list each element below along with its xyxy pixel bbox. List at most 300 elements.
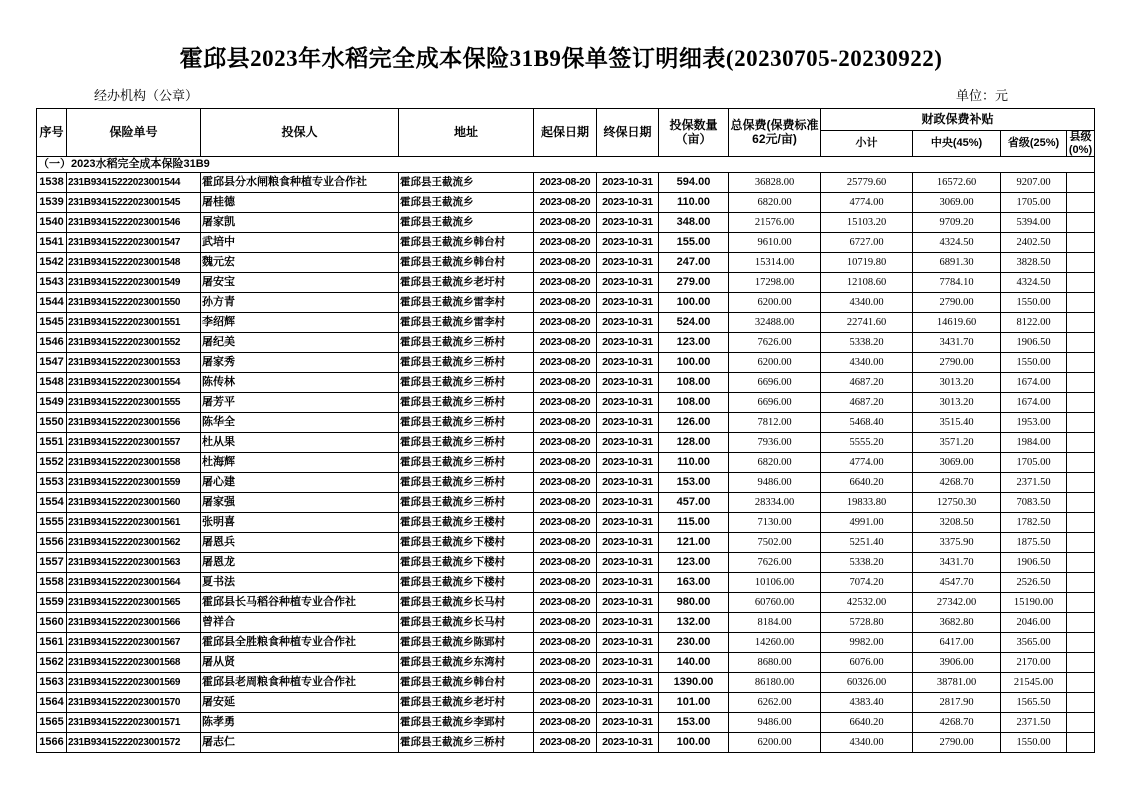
cell-provincial: 1550.00 [1001,733,1067,753]
cell-policy_no: 231B93415222023001570 [67,693,201,713]
cell-subtotal: 4340.00 [821,353,913,373]
cell-insured: 屠安宝 [201,273,399,293]
cell-start_date: 2023-08-20 [534,353,597,373]
cell-serial: 1559 [37,593,67,613]
cell-subtotal: 22741.60 [821,313,913,333]
cell-address: 霍邱县王截流乡长马村 [399,613,534,633]
cell-provincial: 7083.50 [1001,493,1067,513]
cell-policy_no: 231B93415222023001567 [67,633,201,653]
cell-central: 27342.00 [913,593,1001,613]
cell-address: 霍邱县王截流乡陈郢村 [399,633,534,653]
cell-start_date: 2023-08-20 [534,533,597,553]
cell-total_premium: 7626.00 [729,553,821,573]
cell-policy_no: 231B93415222023001559 [67,473,201,493]
cell-quantity: 1390.00 [659,673,729,693]
table-row [37,473,1095,493]
cell-address: 霍邱县王截流乡雷李村 [399,293,534,313]
table-row [37,573,1095,593]
table-body [37,157,1095,753]
cell-policy_no: 231B93415222023001572 [67,733,201,753]
cell-quantity: 128.00 [659,433,729,453]
cell-insured: 霍邱县分水闸粮食种植专业合作社 [201,173,399,193]
cell-insured: 霍邱县全胜粮食种植专业合作社 [201,633,399,653]
cell-start_date: 2023-08-20 [534,373,597,393]
cell-total_premium: 7812.00 [729,413,821,433]
cell-address: 霍邱县王截流乡三桥村 [399,473,534,493]
cell-serial: 1545 [37,313,67,333]
cell-policy_no: 231B93415222023001550 [67,293,201,313]
cell-address: 霍邱县王截流乡东湾村 [399,653,534,673]
cell-provincial: 1782.50 [1001,513,1067,533]
cell-policy_no: 231B93415222023001551 [67,313,201,333]
cell-start_date: 2023-08-20 [534,313,597,333]
cell-serial: 1538 [37,173,67,193]
cell-subtotal: 4774.00 [821,193,913,213]
cell-start_date: 2023-08-20 [534,293,597,313]
cell-county [1067,553,1095,573]
cell-insured: 屠从贤 [201,653,399,673]
cell-insured: 霍邱县老周粮食种植专业合作社 [201,673,399,693]
cell-end_date: 2023-10-31 [597,193,659,213]
cell-insured: 杜海辉 [201,453,399,473]
table-row [37,693,1095,713]
cell-policy_no: 231B93415222023001552 [67,333,201,353]
cell-county [1067,633,1095,653]
cell-provincial: 1705.00 [1001,193,1067,213]
cell-address: 霍邱县王截流乡三桥村 [399,433,534,453]
cell-provincial: 1906.50 [1001,553,1067,573]
cell-subtotal: 6640.20 [821,713,913,733]
cell-address: 霍邱县王截流乡 [399,193,534,213]
cell-total_premium: 21576.00 [729,213,821,233]
cell-serial: 1540 [37,213,67,233]
page-title: 霍邱县2023年水稻完全成本保险31B9保单签订明细表(20230705-20230922) [179,46,943,71]
cell-total_premium: 6200.00 [729,353,821,373]
table-row [37,653,1095,673]
header-quantity: 投保数量（亩） [659,109,729,157]
cell-subtotal: 6727.00 [821,233,913,253]
cell-central: 2817.90 [913,693,1001,713]
cell-provincial: 2371.50 [1001,713,1067,733]
cell-address: 霍邱县王截流乡韩台村 [399,233,534,253]
cell-central: 2790.00 [913,733,1001,753]
cell-policy_no: 231B93415222023001561 [67,513,201,533]
cell-address: 霍邱县王截流乡李郢村 [399,713,534,733]
cell-total_premium: 32488.00 [729,313,821,333]
cell-start_date: 2023-08-20 [534,453,597,473]
cell-address: 霍邱县王截流乡韩台村 [399,253,534,273]
cell-serial: 1557 [37,553,67,573]
cell-subtotal: 60326.00 [821,673,913,693]
cell-total_premium: 8680.00 [729,653,821,673]
cell-county [1067,733,1095,753]
cell-insured: 陈传林 [201,373,399,393]
cell-serial: 1547 [37,353,67,373]
cell-total_premium: 7502.00 [729,533,821,553]
cell-total_premium: 28334.00 [729,493,821,513]
cell-subtotal: 4340.00 [821,733,913,753]
cell-provincial: 1906.50 [1001,333,1067,353]
cell-address: 霍邱县王截流乡王楼村 [399,513,534,533]
cell-policy_no: 231B93415222023001553 [67,353,201,373]
cell-subtotal: 5728.80 [821,613,913,633]
cell-insured: 屠心建 [201,473,399,493]
cell-policy_no: 231B93415222023001554 [67,373,201,393]
cell-provincial: 1705.00 [1001,453,1067,473]
cell-start_date: 2023-08-20 [534,173,597,193]
cell-end_date: 2023-10-31 [597,353,659,373]
cell-quantity: 524.00 [659,313,729,333]
cell-subtotal: 6640.20 [821,473,913,493]
meta-row [36,85,1086,104]
cell-insured: 孙方青 [201,293,399,313]
cell-insured: 屠志仁 [201,733,399,753]
cell-serial: 1562 [37,653,67,673]
cell-policy_no: 231B93415222023001571 [67,713,201,733]
cell-central: 7784.10 [913,273,1001,293]
cell-policy_no: 231B93415222023001569 [67,673,201,693]
cell-central: 4268.70 [913,713,1001,733]
header-subtotal: 小计 [821,131,913,157]
header-start-date: 起保日期 [534,109,597,157]
header-serial: 序号 [37,109,67,157]
table-row [37,593,1095,613]
cell-insured: 屠恩龙 [201,553,399,573]
cell-start_date: 2023-08-20 [534,493,597,513]
section-row [37,157,1095,173]
cell-serial: 1543 [37,273,67,293]
header-policy-no: 保险单号 [67,109,201,157]
cell-address: 霍邱县王截流乡老圩村 [399,693,534,713]
cell-address: 霍邱县王截流乡下楼村 [399,533,534,553]
table-row [37,513,1095,533]
cell-subtotal: 15103.20 [821,213,913,233]
cell-start_date: 2023-08-20 [534,513,597,533]
cell-county [1067,293,1095,313]
cell-end_date: 2023-10-31 [597,513,659,533]
cell-county [1067,433,1095,453]
table-row [37,393,1095,413]
cell-subtotal: 5338.20 [821,333,913,353]
cell-end_date: 2023-10-31 [597,413,659,433]
table-row [37,493,1095,513]
cell-insured: 陈孝勇 [201,713,399,733]
cell-start_date: 2023-08-20 [534,253,597,273]
cell-provincial: 1674.00 [1001,373,1067,393]
cell-serial: 1554 [37,493,67,513]
cell-quantity: 123.00 [659,553,729,573]
cell-county [1067,593,1095,613]
header-county: 县级(0%) [1067,131,1095,157]
cell-serial: 1565 [37,713,67,733]
header-address: 地址 [399,109,534,157]
cell-central: 38781.00 [913,673,1001,693]
cell-quantity: 230.00 [659,633,729,653]
cell-quantity: 100.00 [659,353,729,373]
cell-county [1067,373,1095,393]
cell-county [1067,613,1095,633]
cell-central: 4324.50 [913,233,1001,253]
cell-central: 16572.60 [913,173,1001,193]
cell-county [1067,673,1095,693]
cell-subtotal: 5338.20 [821,553,913,573]
cell-central: 3515.40 [913,413,1001,433]
cell-total_premium: 6696.00 [729,373,821,393]
cell-start_date: 2023-08-20 [534,333,597,353]
cell-address: 霍邱县王截流乡三桥村 [399,733,534,753]
cell-total_premium: 60760.00 [729,593,821,613]
cell-county [1067,493,1095,513]
cell-county [1067,353,1095,373]
cell-central: 3682.80 [913,613,1001,633]
cell-policy_no: 231B93415222023001547 [67,233,201,253]
cell-start_date: 2023-08-20 [534,613,597,633]
cell-subtotal: 4687.20 [821,393,913,413]
cell-county [1067,573,1095,593]
cell-insured: 屠恩兵 [201,533,399,553]
cell-county [1067,713,1095,733]
cell-start_date: 2023-08-20 [534,433,597,453]
cell-start_date: 2023-08-20 [534,713,597,733]
cell-provincial: 2371.50 [1001,473,1067,493]
cell-subtotal: 9982.00 [821,633,913,653]
cell-total_premium: 15314.00 [729,253,821,273]
cell-county [1067,453,1095,473]
cell-address: 霍邱县王截流乡韩台村 [399,673,534,693]
cell-total_premium: 6820.00 [729,453,821,473]
cell-quantity: 279.00 [659,273,729,293]
cell-total_premium: 86180.00 [729,673,821,693]
cell-insured: 杜从果 [201,433,399,453]
cell-policy_no: 231B93415222023001545 [67,193,201,213]
cell-insured: 魏元宏 [201,253,399,273]
cell-provincial: 2402.50 [1001,233,1067,253]
cell-quantity: 594.00 [659,173,729,193]
cell-end_date: 2023-10-31 [597,533,659,553]
cell-total_premium: 6200.00 [729,293,821,313]
cell-total_premium: 7936.00 [729,433,821,453]
cell-start_date: 2023-08-20 [534,553,597,573]
cell-insured: 屠纪美 [201,333,399,353]
table-row [37,213,1095,233]
table-row [37,613,1095,633]
cell-start_date: 2023-08-20 [534,693,597,713]
cell-end_date: 2023-10-31 [597,393,659,413]
cell-start_date: 2023-08-20 [534,413,597,433]
cell-county [1067,213,1095,233]
cell-subtotal: 12108.60 [821,273,913,293]
table-row [37,273,1095,293]
cell-policy_no: 231B93415222023001546 [67,213,201,233]
cell-central: 3431.70 [913,333,1001,353]
cell-quantity: 108.00 [659,393,729,413]
cell-policy_no: 231B93415222023001562 [67,533,201,553]
cell-serial: 1539 [37,193,67,213]
cell-quantity: 153.00 [659,713,729,733]
cell-subtotal: 5251.40 [821,533,913,553]
cell-address: 霍邱县王截流乡老圩村 [399,273,534,293]
header-end-date: 终保日期 [597,109,659,157]
cell-county [1067,253,1095,273]
cell-quantity: 348.00 [659,213,729,233]
cell-policy_no: 231B93415222023001555 [67,393,201,413]
cell-end_date: 2023-10-31 [597,333,659,353]
cell-insured: 曾祥合 [201,613,399,633]
cell-quantity: 980.00 [659,593,729,613]
cell-total_premium: 14260.00 [729,633,821,653]
cell-policy_no: 231B93415222023001556 [67,413,201,433]
cell-central: 3013.20 [913,373,1001,393]
cell-subtotal: 4383.40 [821,693,913,713]
cell-total_premium: 7130.00 [729,513,821,533]
cell-serial: 1556 [37,533,67,553]
cell-address: 霍邱县王截流乡 [399,213,534,233]
cell-address: 霍邱县王截流乡下楼村 [399,573,534,593]
cell-start_date: 2023-08-20 [534,213,597,233]
cell-central: 2790.00 [913,293,1001,313]
cell-central: 3013.20 [913,393,1001,413]
cell-quantity: 101.00 [659,693,729,713]
cell-address: 霍邱县王截流乡下楼村 [399,553,534,573]
cell-serial: 1552 [37,453,67,473]
header-provincial: 省级(25%) [1001,131,1067,157]
cell-quantity: 132.00 [659,613,729,633]
cell-total_premium: 6200.00 [729,733,821,753]
cell-end_date: 2023-10-31 [597,593,659,613]
agency-label: 经办机构（公章） [94,88,199,103]
cell-policy_no: 231B93415222023001548 [67,253,201,273]
cell-insured: 屠安延 [201,693,399,713]
cell-end_date: 2023-10-31 [597,313,659,333]
unit-label: 单位：元 [955,88,1008,103]
table-header [37,109,1095,157]
cell-total_premium: 36828.00 [729,173,821,193]
cell-total_premium: 10106.00 [729,573,821,593]
cell-address: 霍邱县王截流乡三桥村 [399,493,534,513]
cell-policy_no: 231B93415222023001558 [67,453,201,473]
cell-end_date: 2023-10-31 [597,733,659,753]
cell-end_date: 2023-10-31 [597,613,659,633]
cell-end_date: 2023-10-31 [597,273,659,293]
cell-provincial: 1953.00 [1001,413,1067,433]
cell-central: 6417.00 [913,633,1001,653]
cell-quantity: 247.00 [659,253,729,273]
cell-provincial: 1674.00 [1001,393,1067,413]
cell-start_date: 2023-08-20 [534,653,597,673]
cell-serial: 1548 [37,373,67,393]
cell-provincial: 1875.50 [1001,533,1067,553]
cell-total_premium: 9486.00 [729,473,821,493]
cell-provincial: 1550.00 [1001,293,1067,313]
table-row [37,713,1095,733]
cell-provincial: 2046.00 [1001,613,1067,633]
cell-insured: 屠家强 [201,493,399,513]
cell-provincial: 21545.00 [1001,673,1067,693]
cell-serial: 1558 [37,573,67,593]
cell-central: 6891.30 [913,253,1001,273]
cell-central: 3431.70 [913,553,1001,573]
cell-start_date: 2023-08-20 [534,473,597,493]
cell-provincial: 4324.50 [1001,273,1067,293]
cell-central: 9709.20 [913,213,1001,233]
cell-central: 3906.00 [913,653,1001,673]
header-insured: 投保人 [201,109,399,157]
cell-provincial: 2170.00 [1001,653,1067,673]
cell-start_date: 2023-08-20 [534,273,597,293]
cell-county [1067,333,1095,353]
cell-insured: 屠家凯 [201,213,399,233]
cell-insured: 陈华全 [201,413,399,433]
cell-subtotal: 4340.00 [821,293,913,313]
cell-serial: 1555 [37,513,67,533]
cell-end_date: 2023-10-31 [597,473,659,493]
cell-policy_no: 231B93415222023001565 [67,593,201,613]
cell-serial: 1544 [37,293,67,313]
cell-county [1067,393,1095,413]
cell-central: 4547.70 [913,573,1001,593]
cell-address: 霍邱县王截流乡三桥村 [399,393,534,413]
cell-quantity: 123.00 [659,333,729,353]
cell-central: 3069.00 [913,453,1001,473]
cell-subtotal: 5555.20 [821,433,913,453]
cell-county [1067,653,1095,673]
cell-address: 霍邱县王截流乡三桥村 [399,373,534,393]
cell-provincial: 9207.00 [1001,173,1067,193]
header-subsidy-group: 财政保费补贴 [821,109,1095,131]
cell-total_premium: 8184.00 [729,613,821,633]
cell-county [1067,233,1095,253]
cell-central: 3375.90 [913,533,1001,553]
cell-provincial: 3565.00 [1001,633,1067,653]
cell-serial: 1561 [37,633,67,653]
cell-quantity: 100.00 [659,733,729,753]
table-row [37,413,1095,433]
cell-end_date: 2023-10-31 [597,673,659,693]
cell-quantity: 155.00 [659,233,729,253]
cell-central: 2790.00 [913,353,1001,373]
cell-quantity: 121.00 [659,533,729,553]
cell-total_premium: 6696.00 [729,393,821,413]
policy-detail-table [36,108,1095,753]
table-row [37,293,1095,313]
table-row [37,553,1095,573]
cell-start_date: 2023-08-20 [534,233,597,253]
table-row [37,333,1095,353]
cell-end_date: 2023-10-31 [597,693,659,713]
cell-serial: 1550 [37,413,67,433]
cell-total_premium: 17298.00 [729,273,821,293]
cell-insured: 武培中 [201,233,399,253]
cell-quantity: 126.00 [659,413,729,433]
cell-provincial: 2526.50 [1001,573,1067,593]
cell-county [1067,193,1095,213]
section-title: （一）2023水稻完全成本保险31B9 [37,157,1095,173]
cell-provincial: 8122.00 [1001,313,1067,333]
cell-end_date: 2023-10-31 [597,233,659,253]
cell-quantity: 108.00 [659,373,729,393]
table-row [37,253,1095,273]
cell-address: 霍邱县王截流乡三桥村 [399,353,534,373]
cell-end_date: 2023-10-31 [597,633,659,653]
cell-subtotal: 25779.60 [821,173,913,193]
cell-start_date: 2023-08-20 [534,633,597,653]
table-row [37,453,1095,473]
cell-central: 3208.50 [913,513,1001,533]
cell-total_premium: 9486.00 [729,713,821,733]
cell-central: 14619.60 [913,313,1001,333]
cell-policy_no: 231B93415222023001566 [67,613,201,633]
cell-county [1067,473,1095,493]
